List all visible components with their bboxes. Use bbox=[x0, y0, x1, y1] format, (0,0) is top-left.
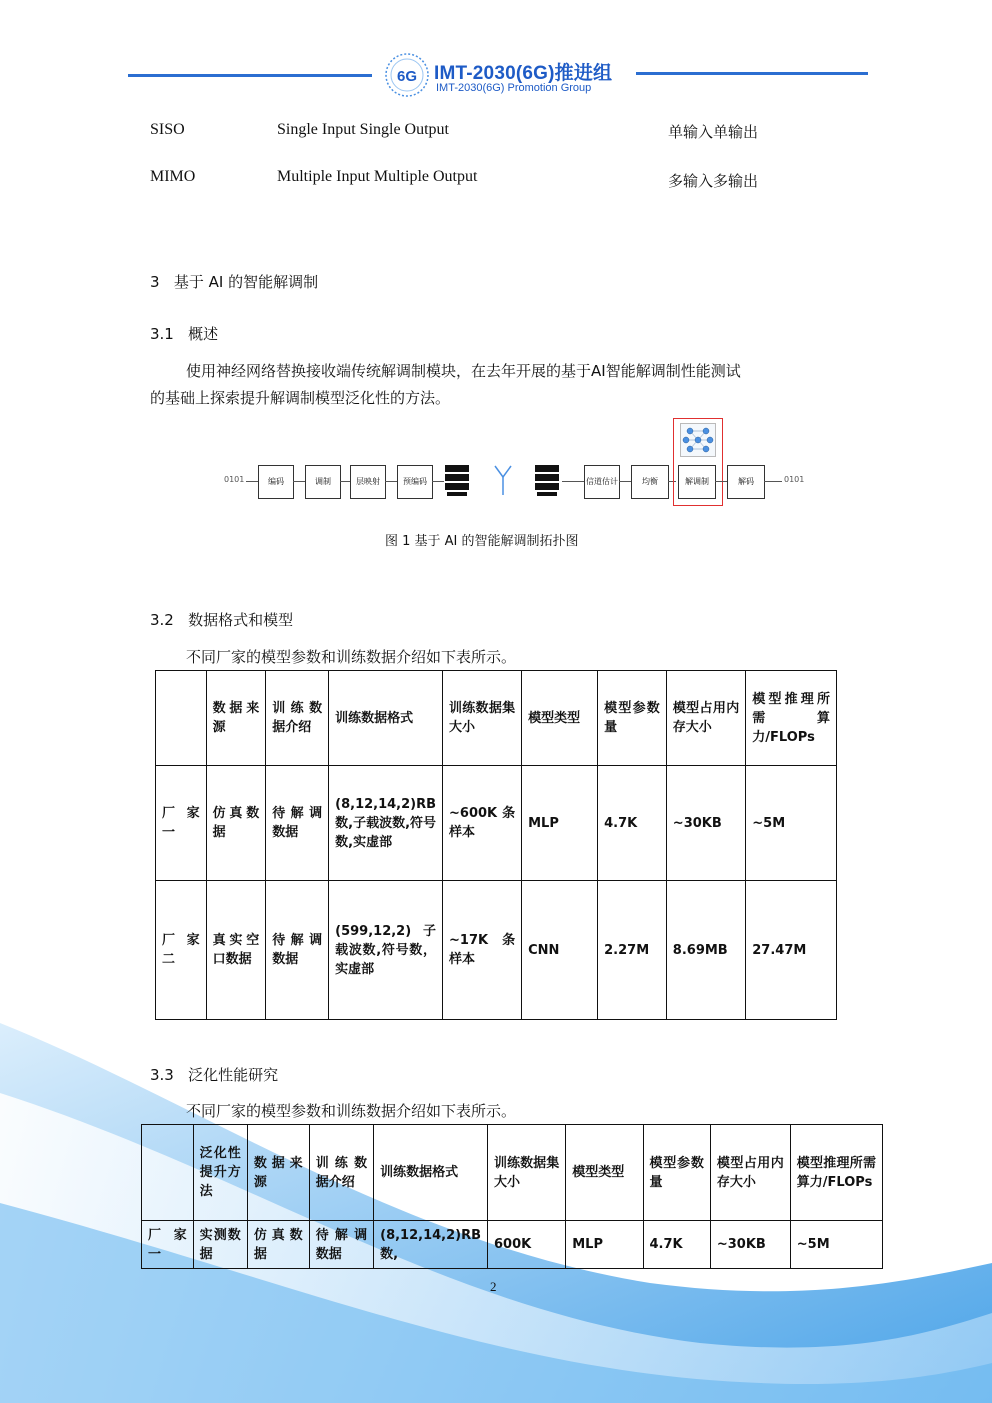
table-cell: ~600K 条样本 bbox=[443, 766, 522, 881]
section-3-2-intro: 不同厂家的模型参数和训练数据介绍如下表所示。 bbox=[186, 648, 517, 666]
diagram-arrow bbox=[340, 481, 350, 482]
table-cell: MLP bbox=[566, 1221, 643, 1269]
diagram-arrow bbox=[619, 481, 631, 482]
diagram-arrow bbox=[246, 481, 258, 482]
diagram-block-encode: 编码 bbox=[258, 465, 294, 499]
header-rule-left bbox=[128, 74, 372, 77]
table-header-cell: 模型占用内存大小 bbox=[710, 1125, 790, 1221]
table-header-cell: 模型类型 bbox=[566, 1125, 643, 1221]
generalization-table bbox=[141, 1124, 883, 1269]
diagram-block-channel-estimation: 信道估计 bbox=[584, 465, 620, 499]
table-header-cell: 训练数据介绍 bbox=[309, 1125, 373, 1221]
diagram-arrow bbox=[715, 481, 727, 482]
table-header-cell: 模型推理所需算力/FLOPs bbox=[790, 1125, 882, 1221]
antenna-icon bbox=[492, 463, 514, 497]
table-cell: 厂家一 bbox=[156, 766, 207, 881]
table-cell: 仿真数据 bbox=[206, 766, 266, 881]
table-cell: (8,12,14,2)RB数, bbox=[374, 1221, 488, 1269]
table-header-cell bbox=[156, 671, 207, 766]
table-cell: 真实空口数据 bbox=[206, 881, 266, 1020]
table-cell: 4.7K bbox=[643, 1221, 710, 1269]
model-parameter-table bbox=[155, 670, 837, 1020]
table-cell: 2.27M bbox=[598, 881, 667, 1020]
page-number: 2 bbox=[490, 1279, 497, 1294]
table-header-row bbox=[142, 1125, 883, 1221]
section-3-1-heading: 3.1 概述 bbox=[150, 325, 219, 343]
table-header-cell: 模型参数量 bbox=[643, 1125, 710, 1221]
table-header-cell: 训练数据介绍 bbox=[266, 671, 329, 766]
diagram-block-decode: 解码 bbox=[727, 465, 765, 499]
header-title: IMT-2030(6G)推进组 bbox=[434, 63, 613, 84]
table-cell: 27.47M bbox=[746, 881, 837, 1020]
section-3-1-paragraph-line1: 使用神经网络替换接收端传统解调制模块，在去年开展的基于AI智能解调制性能测试 bbox=[186, 362, 741, 380]
logo-text: 6G bbox=[396, 68, 418, 85]
diagram-arrow bbox=[562, 481, 584, 482]
table-header-cell: 模型参数量 bbox=[598, 671, 667, 766]
table-cell: CNN bbox=[522, 881, 598, 1020]
diagram-arrow bbox=[385, 481, 397, 482]
diagram-block-demodulate: 解调制 bbox=[678, 465, 716, 499]
table-cell: 待解调数据 bbox=[266, 881, 329, 1020]
table-cell: 厂家二 bbox=[156, 881, 207, 1020]
section-3-heading: 3 基于 AI 的智能解调制 bbox=[150, 273, 319, 291]
table-header-row bbox=[156, 671, 837, 766]
diagram-arrow bbox=[764, 481, 782, 482]
table-cell: MLP bbox=[522, 766, 598, 881]
header-subtitle: IMT-2030(6G) Promotion Group bbox=[436, 82, 592, 94]
table-cell: (599,12,2) 子载波数,符号数，实虚部 bbox=[329, 881, 443, 1020]
server-icon bbox=[444, 464, 470, 498]
table-header-cell: 模型占用内存大小 bbox=[666, 671, 745, 766]
table-header-cell: 数据来源 bbox=[247, 1125, 309, 1221]
diagram-output-bits: 0101 bbox=[784, 475, 805, 484]
abbr-full: Single Input Single Output bbox=[277, 121, 449, 138]
table-cell: ~30KB bbox=[710, 1221, 790, 1269]
neural-network-icon bbox=[680, 423, 716, 457]
diagram-block-layer-map: 层映射 bbox=[350, 465, 386, 499]
table-cell: 仿真数据 bbox=[247, 1221, 309, 1269]
table-row bbox=[156, 881, 837, 1020]
table-header-cell: 数据来源 bbox=[206, 671, 266, 766]
abbr-chinese: 单输入单输出 bbox=[668, 123, 759, 141]
section-3-3-intro: 不同厂家的模型参数和训练数据介绍如下表所示。 bbox=[186, 1102, 517, 1120]
diagram-block-precode: 预编码 bbox=[397, 465, 433, 499]
diagram-block-equalize: 均衡 bbox=[631, 465, 669, 499]
table-cell: 实测数据 bbox=[193, 1221, 247, 1269]
figure-caption: 图 1 基于 AI 的智能解调制拓扑图 bbox=[385, 534, 579, 549]
table-cell: ~5M bbox=[790, 1221, 882, 1269]
table-cell: ~17K 条样本 bbox=[443, 881, 522, 1020]
table-cell: 600K bbox=[488, 1221, 566, 1269]
table-cell: 8.69MB bbox=[666, 881, 745, 1020]
table-header-cell bbox=[142, 1125, 194, 1221]
table-header-cell: 训练数据格式 bbox=[374, 1125, 488, 1221]
table-cell: ~30KB bbox=[666, 766, 745, 881]
table-header-cell: 模型类型 bbox=[522, 671, 598, 766]
table-row bbox=[156, 766, 837, 881]
diagram-input-bits: 0101 bbox=[224, 475, 245, 484]
diagram-block-modulate: 调制 bbox=[305, 465, 341, 499]
table-cell: 待解调数据 bbox=[266, 766, 329, 881]
table-header-cell: 泛化性提升方法 bbox=[193, 1125, 247, 1221]
table-cell: 厂家一 bbox=[142, 1221, 194, 1269]
table-header-cell: 模型推理所需算力/FLOPs bbox=[746, 671, 837, 766]
imt2030-logo-icon bbox=[384, 52, 430, 98]
table-cell: (8,12,14,2)RB数,子载波数,符号数,实虚部 bbox=[329, 766, 443, 881]
table-header-cell: 训练数据格式 bbox=[329, 671, 443, 766]
table-cell: ~5M bbox=[746, 766, 837, 881]
server-icon bbox=[534, 464, 560, 498]
abbr-chinese: 多输入多输出 bbox=[668, 172, 759, 190]
table-row bbox=[142, 1221, 883, 1269]
header-rule-right bbox=[636, 72, 868, 75]
abbr-code: MIMO bbox=[150, 168, 196, 185]
abbr-code: SISO bbox=[150, 121, 185, 138]
table-header-cell: 训练数据集大小 bbox=[443, 671, 522, 766]
abbr-full: Multiple Input Multiple Output bbox=[277, 168, 478, 185]
section-3-3-heading: 3.3 泛化性能研究 bbox=[150, 1066, 279, 1084]
section-3-2-heading: 3.2 数据格式和模型 bbox=[150, 611, 294, 629]
table-header-cell: 训练数据集大小 bbox=[488, 1125, 566, 1221]
diagram-arrow bbox=[432, 481, 444, 482]
section-3-1-paragraph-line2: 的基础上探索提升解调制模型泛化性的方法。 bbox=[150, 389, 451, 407]
table-cell: 4.7K bbox=[598, 766, 667, 881]
diagram-arrow bbox=[293, 481, 305, 482]
table-cell: 待解调数据 bbox=[309, 1221, 373, 1269]
